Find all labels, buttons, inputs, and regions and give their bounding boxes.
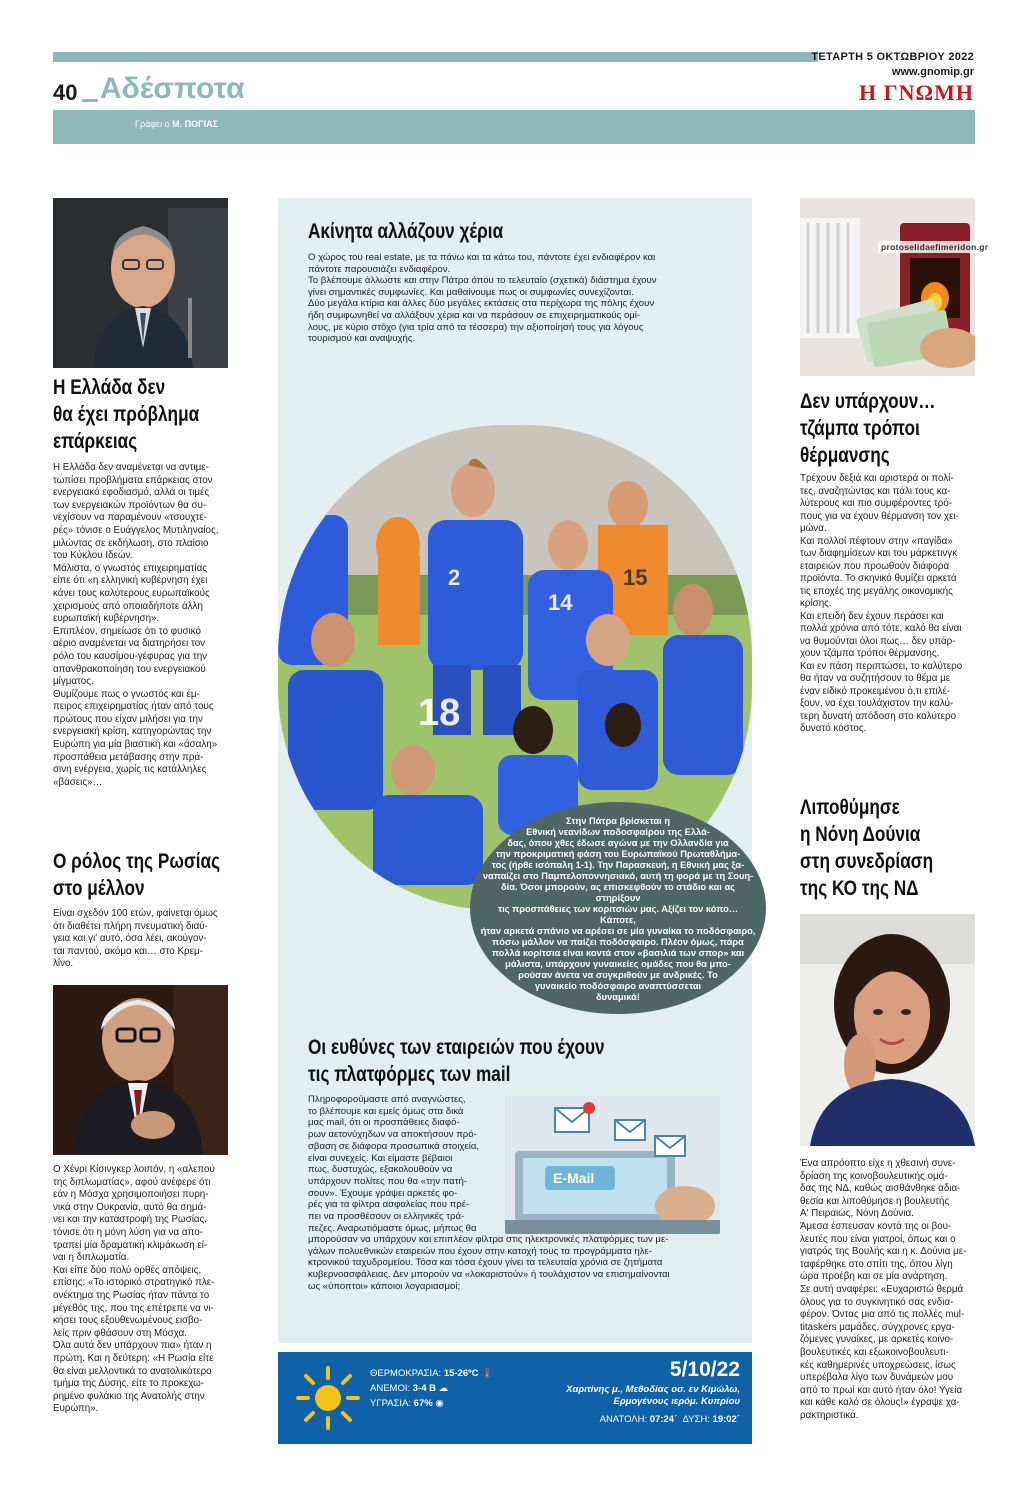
header-accent-bar [53,52,818,62]
text-line: των διαφημίσεων και του μάρκετινγκ [800,548,958,559]
text-line: θεσία και λιποθύμησε η βουλευτής [800,1195,950,1207]
text-line: Άμεσα έσπευσαν κοντά της οι βου- [800,1220,952,1232]
text-line: πει να προσθέσουν οι ελληνικές τρά- [308,1211,465,1223]
caption-line: τις προσπάθειες των κοριτσιών μας. Αξίζει τον κόπο… Κάποτε, [497,904,739,925]
headline-line: Η Ελλάδα δεν [53,376,166,399]
text-line: πεζες. Αναρωτιόμαστε όμως, μήπως θα [308,1222,477,1234]
caption-line: ρούσαν άνετα να συγκριθούν με ανδρικές. Το [518,970,718,980]
temperature-value: 15-26ºC [443,1368,479,1379]
headline-dounia [800,794,972,902]
title-underscore-icon [82,99,98,102]
text-line: ξουν, να έχει τουλάχιστον την καλύ- [800,698,954,709]
text-line: Ο Χένρι Κίσινγκερ λοιπόν, η «αλεπού [53,1164,215,1175]
wind-value: 3-4 B [412,1383,436,1394]
headline-line: τζάμπα τρόποι [800,417,920,440]
text-line: πολλά χρόνια από τότε, καλό θα είναι [800,623,962,634]
weather-date: 5/10/22 [669,1358,740,1381]
sunrise-time: 07:24΄ [649,1414,678,1425]
byline [135,119,218,129]
text-line: των ενεργειακών προϊόντων θα συ- [53,499,207,511]
text-line: βουλευτικές και εξωκοινοβουλευτι- [800,1346,949,1358]
text-line: χουν τζάμπα τρόποι θέρμανσης. [800,648,940,659]
text-line: επίσης: «Το ιστορικό στρατηγικό πλε- [53,1277,215,1289]
byline-prefix: Γράφει ο [135,119,170,129]
caption-line: δας, όπου χθες έδωσε αγώνα με την Ολλανδία για [507,838,729,848]
humidity-icon: ◉ [435,1398,444,1409]
nameday-line: Ερμογένους ιερόμ. Κυπρίου [613,1396,740,1407]
text-line: Ένα απρόοπτο είχε η χθεσινή συνε- [800,1158,956,1169]
text-line: ρων αετονύχηδων να αποκτήσουν πρό- [308,1129,477,1141]
svg-text:18: 18 [418,692,461,734]
heating-photo [800,198,975,376]
text-line: Επιπλέον, σημείωσε ότι το φυσικό [53,625,201,637]
text-line: σινη ενέργεια, χωρίς τις κατάλληλες [53,764,207,776]
kissinger-photo [53,985,228,1155]
namedays [566,1384,740,1408]
text-line: κυβερνοασφάλειας. Δεν μπορούν να «λοκαριστούν» ή τουλάχιστον να επισημαίνονται [308,1269,670,1281]
text-line: όλους για το συγκινητικό σας ενδια- [800,1296,954,1308]
text-line: λύτερους και πιο συμφέροντες τρό- [800,498,953,509]
text-line: ρημένο φυλάκιο της Ανατολής στην [53,1390,205,1402]
humidity-row [370,1396,493,1411]
text-line: titaskers μαμάδες, σύγχρονες εργα- [800,1321,955,1333]
text-line: φέρον. Όντας μια από τις πολλές mul- [800,1309,965,1321]
text-line: Και επειδή δεν έχουν περάσει και [800,610,944,622]
headline-line: Οι ευθύνες των εταιρειών που έχουν [308,1036,605,1059]
svg-text:14: 14 [548,590,573,615]
text-line: δυνατό κόστος. [800,723,867,734]
sun-icon [294,1364,362,1432]
article-real-estate-body [308,252,728,345]
text-line: Ευρώπη για μία βιαστική και «άσαλη» [53,739,218,751]
text-line: Η Ελλάδα δεν αναμένεται να αντιμε- [53,462,209,473]
text-line: ρακτηριστικά. [800,1409,859,1421]
text-line: λευτές που είναι γιατροί, όπως και ο [800,1233,956,1245]
sun-times [600,1414,740,1425]
text-line: εάν η Μόσχα χρησιμοποιήσει πυρη- [53,1189,209,1201]
photo-caption-oval [470,802,766,1014]
text-line: πειρος επιχειρηματίας ήταν από τους [53,701,214,713]
newspaper-logo: Η ΓΝΩΜΗ [859,80,974,105]
email-banner-text: E-Mail [553,1170,595,1186]
headline-line: θέρμανσης [800,444,890,467]
text-line: πους για να έχουν θέρμανση τον χει- [800,510,959,522]
text-line: ρόλο του καυσίμου-γέφυρας για την [53,650,208,662]
headline-line: επάρκειας [53,430,138,453]
text-line: είναι συνεχείς. Και είμαστε βέβαιοι [308,1152,453,1164]
text-line: σουν». Έχουμε γράψει αρκετές φο- [308,1187,458,1199]
caption-line: ναπαίζει στο Παμπελοποννησιακό, αυτή τη φορά με τη Σουη- [482,871,754,881]
text-line: κρίσης. [800,598,832,609]
headline-line: θα έχει πρόβλημα [53,403,200,426]
stove-money-icon [800,198,975,376]
text-line: «βάσεις»… [53,776,103,788]
headline-real-estate: Ακίνητα αλλάζουν χέρια [308,220,504,243]
text-line: ναι η διπλωματία. [53,1252,130,1264]
text-line: κάνει τους καλύτερους ευρωπαϊκούς [53,587,210,599]
text-line: δας της ΝΔ, καθώς αισθάνθηκε αδια- [800,1183,961,1195]
text-line: Θυμίζουμε πως ο γνωστός και έμ- [53,688,200,700]
text-line: γίνει σημαντικές συμφωνίες. Και μαθαίνουμε πως οι συμφωνίες συνεχίζονται. [308,286,634,298]
text-line: δρίαση της κοινοβουλευτικής ομά- [800,1170,948,1182]
text-line: τόνισε ότι η μόνη λύση για να απο- [53,1226,203,1238]
text-line: Πληροφορούμαστε από αναγνώστες, [308,1094,466,1105]
sunset-time: 19:02΄ [712,1414,740,1425]
headline-line: Δεν υπάρχουν… [800,390,936,413]
wind-row [370,1381,493,1396]
article-dounia-body [800,1158,978,1422]
humidity-label: ΥΓΡΑΣΙΑ: [370,1398,412,1409]
caption-line: γυναικείο ποδόσφαιρο αναπτύσσεται [534,981,702,991]
text-line: Και πολλοί πέφτουν στην «παγίδα» [800,535,953,547]
text-line: μιλώντας σε εκδήλωση, στο πλαίσιο [53,537,209,549]
headline-heating [800,388,972,469]
text-line: λείς πριν φθάσουν στη Μόσχα. [53,1327,187,1339]
section-title [82,72,245,106]
text-line: Α' Πειραιώς, Νόνη Δούνια. [800,1208,914,1220]
caption-line: δία. Όσοι μπορούν, ας επισκεφθούν το στάδιο και ας στηρίξουν [500,882,735,903]
caption-line: Στην Πάτρα βρίσκεται η [565,816,671,826]
dounia-photo [800,914,975,1146]
text-line: Ευρώπη». [53,1403,99,1415]
caption-line: δυναμικά! [596,992,640,1002]
caption-line: την προκριματική φάση του Ευρωπαϊκού Πρωταθλήμα- [495,849,741,859]
text-line: Είναι σχεδόν 100 ετών, φαίνεται όμως [53,908,218,919]
text-line: από το πρωί και αυτό ήταν όλο! Υγεία [800,1384,963,1396]
laptop-email-icon [505,1096,720,1234]
weather-stats [370,1366,493,1411]
watermark: protoselidaefimeridon.gr [878,241,991,253]
site-url[interactable]: www.gnomip.gr [891,66,974,78]
headline-email [308,1034,661,1088]
text-line: ήδη συμφωνηθεί να αλλάξουν χέρια και να περάσουν σε επιχειρηματικούς ομί- [308,309,641,321]
portrait-woman-icon [800,914,975,1146]
text-line: κήσει τους εξουθενωμένους εισβο- [53,1315,203,1327]
svg-text:15: 15 [623,565,648,590]
article-russia-intro [53,908,231,971]
portrait-man-icon [53,198,228,368]
caption-line: πολλά κορίτσια είναι κοντά στον «βασιλιά των σπορ» και [491,948,745,958]
portrait-elder-icon [53,985,228,1155]
thermometer-icon: 🌡 [481,1368,494,1379]
text-line: τραπεί μία δραματική κλιμάκωση εί- [53,1239,208,1251]
text-line: κές καθημερινές υποχρεώσεις, ίσως [800,1359,956,1371]
text-line: Σε αυτή αναφέρει: «Ευχαριστώ θερμά [800,1283,964,1295]
wind-icon: ☁ [438,1383,449,1394]
text-line: μώνα. [800,523,827,534]
headline-line: Λιποθύμησε [800,796,900,819]
text-line: ενεργειακό εφοδιασμό, αλλά οι τιμές [53,487,210,499]
text-line: πάντοτε παρουσιάζει ενδιαφέρον. [308,263,451,275]
sunset-label: ΔΥΣΗ: [682,1414,710,1425]
text-line: πρώτους που είχαν μιλήσει για την [53,713,203,725]
text-line: ζόμενες γυναίκες, με αρκετές κοινο- [800,1334,954,1346]
humidity-value: 67% [413,1398,433,1409]
page-number: 40 [53,80,78,105]
issue-date: ΤΕΤΑΡΤΗ 5 ΟΚΤΩΒΡΙΟΥ 2022 [811,51,974,63]
caption-line: ήταν αρκετά σπάνιο να αρέσει σε μία γυναίκα το ποδόσφαιρο, [480,926,756,936]
text-line: νεχίσουν να παραμένουν «τσουχτε- [53,512,207,524]
text-line: της διπλωματίας», αφού ανέφερε ότι [53,1176,211,1188]
text-line: γάλων πολυεθνικών εταιρειών που έχουν στην κατοχή τους τα προγράμματα ηλε- [308,1245,653,1257]
text-line: του Κύκλου Ιδεών. [53,550,134,562]
text-line: ρές» τόνισε ο Ευάγγελος Μυτιληναίος, [53,524,219,536]
svg-text:2: 2 [448,565,461,590]
text-line: χειρισμούς από οποιαδήποτε άλλη [53,600,203,612]
text-line: αέριο αναμένεται να διατηρήσει τον [53,638,206,650]
text-line: υπερέβαλα λίγο των δυνάμεών μου [800,1372,954,1384]
text-line: το βλέπουμε και εμείς όμως στα δικά [308,1105,464,1117]
article-email-body-wrapped [308,1094,500,1234]
headline-russia [53,848,250,902]
text-line: Δύο μεγάλα κτίρια και άλλες δύο μεγάλες εκτάσεις στα περίχωρα της πόλης έχουν [308,298,655,310]
text-line: γεια και γι' αυτό, όσα λέει, ακούγον- [53,933,207,945]
text-line: Ο χώρος του real estate, με τα πάνω και τα κάτω του, πάντοτε έχει ενδιαφέρον και [308,252,656,263]
caption-line: πόσω μάλλον να παίζει ποδόσφαιρο. Πλέον όμως, πάρα [492,937,744,947]
text-line: μέγεθός της, που της επέτρεπε να νι- [53,1302,214,1314]
text-line: τουρισμού και αναψυχής. [308,333,416,345]
text-line: προϊόντα. Το σκηνικό θυμίζει αρκετά [800,573,957,584]
caption-line: μάλιστα, υπάρχουν γυναικείες ομάδες που θα μπο- [505,959,731,969]
headline-line: της ΚΟ της ΝΔ [800,877,919,900]
text-line: λους, με κύριο στόχο (για τρία από τα τέσσερα) την αξιοποίησή τους για λόγους [308,321,644,333]
temperature-label: ΘΕΡΜΟΚΡΑΣΙΑ: [370,1368,442,1379]
text-line: ότι διαθέτει πλήρη πνευματική διαύ- [53,920,208,932]
article-energy-body [53,462,231,789]
headline-line: τις πλατφόρμες των mail [308,1063,511,1086]
nameday-line: Χαριτίνης μ., Μεθοδίας οσ. εν Κιμώλω, [566,1384,740,1395]
text-line: και κάθε καλό σε όλους!» έγραψε χα- [800,1397,960,1409]
article-russia-body [53,1164,231,1416]
text-line: νει και την καταστροφή της Ρωσίας, [53,1214,208,1226]
text-line: μίγματος. [53,676,94,688]
text-line: Και είπε δύο πολύ ορθές απόψεις, [53,1264,202,1276]
article-heating-body [800,473,978,736]
weather-box [278,1352,752,1444]
text-line: σβαση σε διάφορα προσωπικά στοιχεία, [308,1140,480,1152]
headline-line: στο μέλλον [53,877,145,900]
text-line: ονέκτημα της Ρωσίας ήταν πάντα το [53,1289,210,1301]
text-line: Μάλιστα, ο γνωστός επιχειρηματίας [53,562,207,574]
text-line: ται παντού, ακόμα και… στο Κρεμ- [53,945,203,957]
text-line: θα ήταν να συζητήσουν το θέμα με [800,673,951,684]
headline-energy [53,374,225,455]
text-line: γιατρός της Βουλής και η κ. Δούνια με- [800,1246,967,1258]
text-line: Τρέχουν δεξιά και αριστερά οι πολί- [800,473,954,484]
email-laptop-photo [505,1096,720,1234]
text-line: θα είναι μελλοντικά το ανατολικότερο [53,1365,212,1377]
text-line: προσπάθεια μετάβασης στην πρά- [53,751,204,763]
text-line: Το βλέπουμε άλλωστε και στην Πάτρα όπου το τελευταίο (σχετικά) διάστημα έχουν [308,275,657,287]
sunrise-label: ΑΝΑΤΟΛΗ: [599,1414,648,1425]
section-title-text: Αδέσποτα [100,72,245,105]
caption-line: Εθνική νεανίδων ποδοσφαίρου της Ελλά- [526,827,710,837]
headline-line: στη συνεδρίαση [800,850,934,873]
text-line: μπορούσαν να υπάρχουν και επιπλέον φίλτρα στις ηλεκτρονικές πλατφόρμες των με- [308,1234,669,1245]
text-line: τερη δυνατή απόδοση στο καλύτερο [800,710,957,722]
text-line: υπάρχουν πολίτες που θα «την πατή- [308,1175,468,1187]
text-line: πως, δυστυχώς, εξακολουθούν να [308,1164,453,1176]
caption-line: τος (ήρθε ισόπαλη 1-1). Την Παρασκευή, η Εθνική μας ξα- [491,860,745,870]
article-email-body-full [308,1234,728,1293]
text-line: ρές για τα φίλτρα ασφαλείας που πρέ- [308,1199,470,1211]
text-line: κτρονικού ταχυδρομείου. Τόσα και τόσα έχουν γίνει τα τελευταία χρόνια σε ζητήματα [308,1257,663,1269]
text-line: να θυμούνται όλοι πως… δεν υπάρ- [800,635,956,647]
text-line: εταιρειών που προωθούν διάφορα [800,560,950,572]
text-line: λίνο. [53,958,74,970]
text-line: ως «ύποπτοι» κάποιοι λογαριασμοί; [308,1280,461,1292]
text-line: είπε ότι «η ελληνική κυβέρνηση έχει [53,575,208,587]
temperature-row [370,1366,493,1381]
text-line: Όλα αυτά δεν υπάρχουν πια» ήταν η [53,1340,212,1352]
text-line: έναν ειδικό προκειμένου ό,τι επιλέ- [800,685,951,697]
text-line: τμήμα της Δύσης, είτε το προκεχω- [53,1378,205,1390]
text-line: τες, αναζητώντας και πάλι τους κα- [800,485,951,497]
text-line: Και εν πάση περιπτώσει, το καλύτερο [800,660,963,672]
text-line: νικά στην Ουκρανία, αυτό θα σημά- [53,1201,207,1213]
mytilineos-photo [53,198,228,368]
text-line: μας mail, ότι οι προσπάθειες διαφό- [308,1117,460,1129]
headline-line: Ο ρόλος της Ρωσίας [53,850,221,873]
byline-author: Μ. ΠΟΓΙΑΣ [172,119,218,129]
text-line: ευρωπαϊκή κυβέρνηση». [53,613,160,625]
wind-label: ΑΝΕΜΟΙ: [370,1383,411,1394]
text-line: τις εποχές της μεγάλης οικονομικής [800,585,953,597]
text-line: απανθρακοποίηση του ενεργειακού [53,663,206,675]
text-line: ενεργειακή κρίση, κατηγορώντας την [53,726,212,738]
text-line: πρώτη. Και η δεύτερη: «Η Ρωσία είτε [53,1352,214,1364]
headline-line: η Νόνη Δούνια [800,823,921,846]
text-line: τωπίσει προβλήματα επάρκειας στον [53,474,213,486]
text-line: ώρα προέβη και σε μία ανάρτηση. [800,1271,948,1283]
text-line: ταφέρθηκε στο σπίτι της, όπου λίγη [800,1258,953,1270]
